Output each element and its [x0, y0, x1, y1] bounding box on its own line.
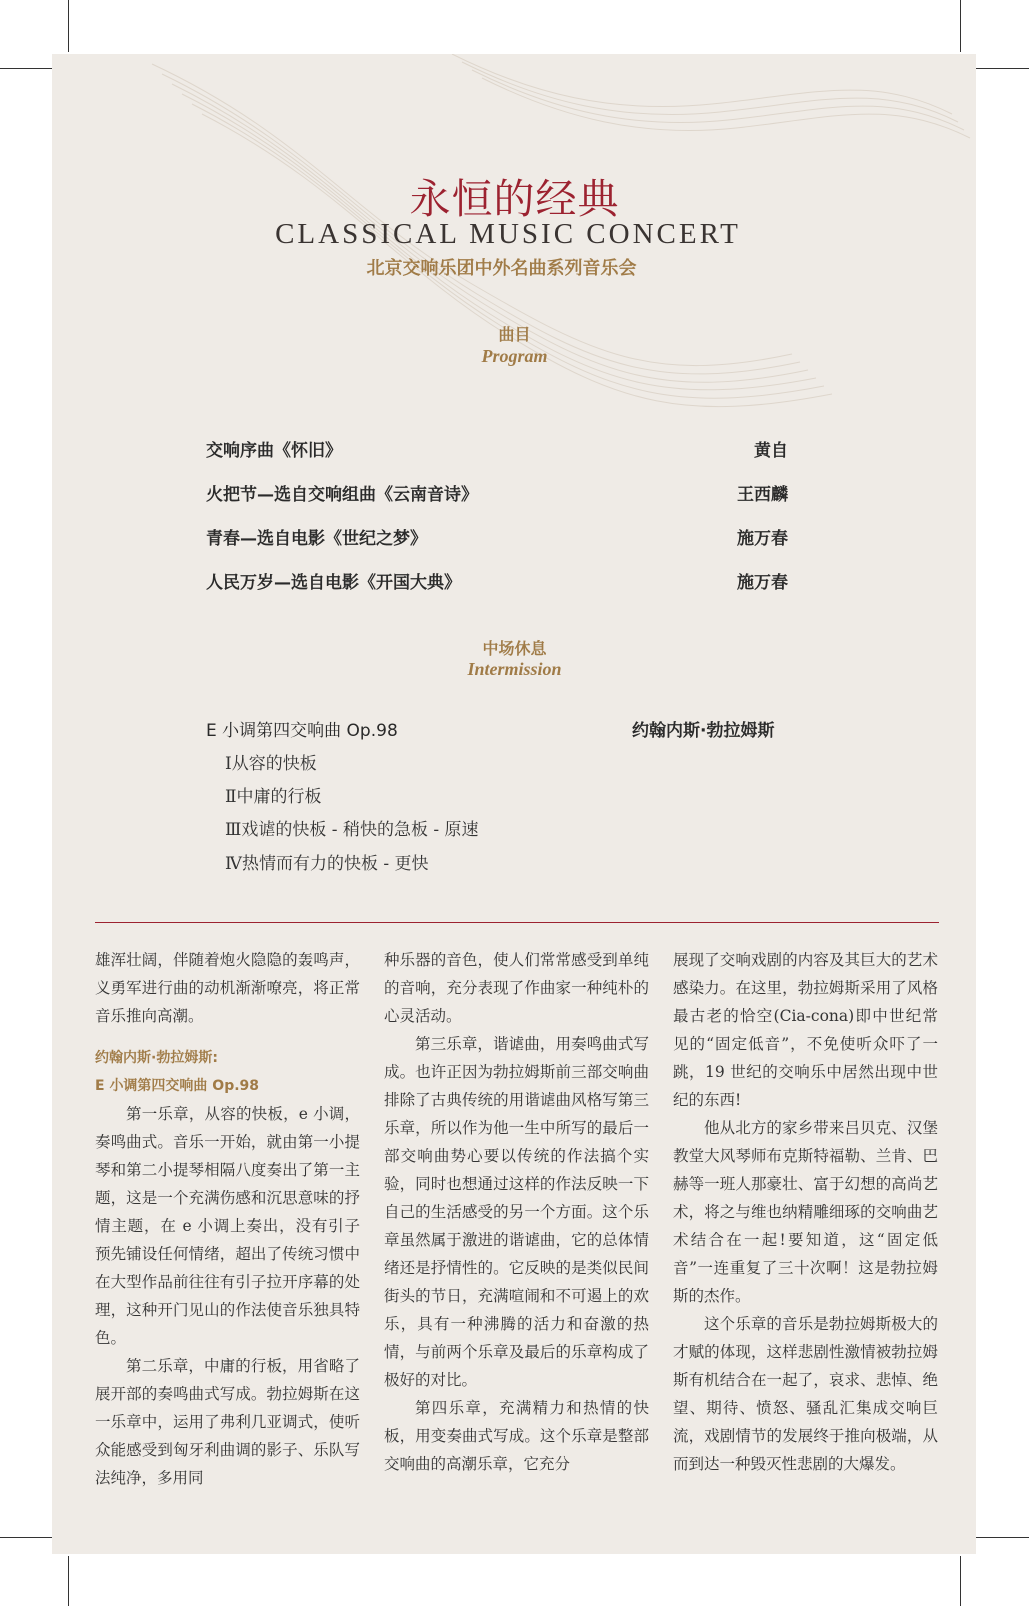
notes-column-3 [673, 946, 938, 1478]
crop-mark [68, 0, 69, 52]
notes-paragraph: 雄浑壮阔，伴随着炮火隐隐的轰鸣声，义勇军进行曲的动机渐渐嘹亮，将正常音乐推向高潮。 [95, 951, 360, 1025]
notes-paragraph: 第二乐章，中庸的行板，用省略了展开部的奏鸣曲式写成。勃拉姆斯在这一乐章中，运用了弗利几亚调式，使听众能感受到匈牙利曲调的影子、乐队写法纯净，多用同 [95, 1357, 360, 1487]
crop-mark [960, 0, 961, 52]
crop-mark [68, 1556, 69, 1606]
program-composer: 施万春 [737, 529, 788, 549]
movement-item: Ⅳ热情而有力的快板 - 更快 [225, 854, 429, 874]
program-heading-en: Program [481, 346, 548, 366]
crop-mark [0, 68, 52, 69]
symphony-composer: 约翰内斯·勃拉姆斯 [632, 721, 775, 741]
concert-title-cn: 永恒的经典 [409, 175, 620, 223]
notes-paragraph: 种乐器的音色，使人们常常感受到单纯的音响，充分表现了作曲家一种纯朴的心灵活动。 [384, 951, 649, 1025]
program-composer: 黄自 [754, 441, 788, 461]
concert-subtitle: 北京交响乐团中外名曲系列音乐会 [366, 258, 637, 279]
notes-column-2 [384, 946, 649, 1478]
notes-paragraph: 这个乐章的音乐是勃拉姆斯极大的才赋的体现，这样悲剧性激情被勃拉姆斯有机结合在一起了，哀求、悲悼、绝望、期待、愤怒、骚乱汇集成交响巨流，戏剧情节的发展终于推向极端，从而到达一种毁灭性悲剧的大爆发。 [673, 1315, 938, 1473]
movement-item: Ⅲ戏谑的快板 - 稍快的急板 - 原速 [225, 820, 479, 840]
notes-heading: E 小调第四交响曲 Op.98 [95, 1078, 260, 1094]
program-piece: 青春—选自电影《世纪之梦》 [206, 529, 427, 549]
program-composer: 王西麟 [737, 485, 788, 505]
program-piece: 交响序曲《怀旧》 [206, 441, 342, 461]
crop-mark [976, 68, 1029, 69]
concert-title-en: CLASSICAL MUSIC CONCERT [275, 218, 741, 250]
program-row [206, 480, 788, 506]
movement-item: Ⅰ从容的快板 [225, 754, 317, 774]
program-composer: 施万春 [737, 573, 788, 593]
crop-mark [976, 1537, 1029, 1538]
notes-heading: 约翰内斯·勃拉姆斯: [95, 1050, 218, 1066]
notes-column-1 [95, 946, 360, 1492]
crop-mark [0, 1537, 52, 1538]
section-divider [95, 922, 939, 923]
crop-mark [960, 1556, 961, 1606]
movement-item: Ⅱ中庸的行板 [225, 787, 322, 807]
intermission-heading-cn: 中场休息 [482, 639, 547, 658]
program-piece: 火把节—选自交响组曲《云南音诗》 [206, 485, 478, 505]
notes-paragraph: 第一乐章，从容的快板，e 小调，奏鸣曲式。音乐一开始，就由第一小提琴和第二小提琴相隔八度奏出了第一主题，这是一个充满伤感和沉思意味的抒情主题，在 e 小调上奏出，没有引子预先铺设任何情绪，超出了传统习惯中在大型作品前往往有引子拉开序幕的处理，这种开门见山的作法使音乐独具特色。 [95, 1105, 360, 1347]
program-row [206, 568, 788, 594]
notes-paragraph: 展现了交响戏剧的内容及其巨大的艺术感染力。在这里，勃拉姆斯采用了风格最古老的恰空(Cia-cona)即中世纪常见的“固定低音”，不免使听众吓了一跳，19 世纪的交响乐中居然出现中世纪的东西! [673, 951, 938, 1109]
notes-paragraph: 第三乐章，谐谑曲，用奏鸣曲式写成。也许正因为勃拉姆斯前三部交响曲排除了古典传统的用谐谑曲风格写第三乐章，所以作为他一生中所写的最后一部交响曲势心要以传统的作法搞个实验，同时也想通过这样的作法反映一下自己的生活感受的另一个方面。这个乐章虽然属于激进的谐谑曲，它的总体情绪还是抒情性的。它反映的是类似民间街头的节日，充满喧闹和不可遏上的欢乐，具有一种沸腾的活力和奋激的热情，与前两个乐章及最后的乐章构成了极好的对比。 [384, 1035, 649, 1389]
program-row [206, 524, 788, 550]
symphony-title: E 小调第四交响曲 Op.98 [206, 721, 398, 741]
program-heading-cn: 曲目 [498, 325, 531, 344]
intermission-heading-en: Intermission [467, 659, 562, 679]
program-row [206, 436, 788, 462]
notes-paragraph: 第四乐章，充满精力和热情的快板，用变奏曲式写成。这个乐章是整部交响曲的高潮乐章，它充分 [384, 1399, 649, 1473]
notes-paragraph: 他从北方的家乡带来吕贝克、汉堡教堂大风琴师布克斯特福勒、兰肯、巴赫等一班人那豪壮、富于幻想的高尚艺术，将之与维也纳精雕细琢的交响曲艺术结合在一起!要知道，这“固定低音”一连重复了三十次啊！这是勃拉姆斯的杰作。 [673, 1119, 938, 1305]
program-piece: 人民万岁—选自电影《开国大典》 [206, 573, 461, 593]
